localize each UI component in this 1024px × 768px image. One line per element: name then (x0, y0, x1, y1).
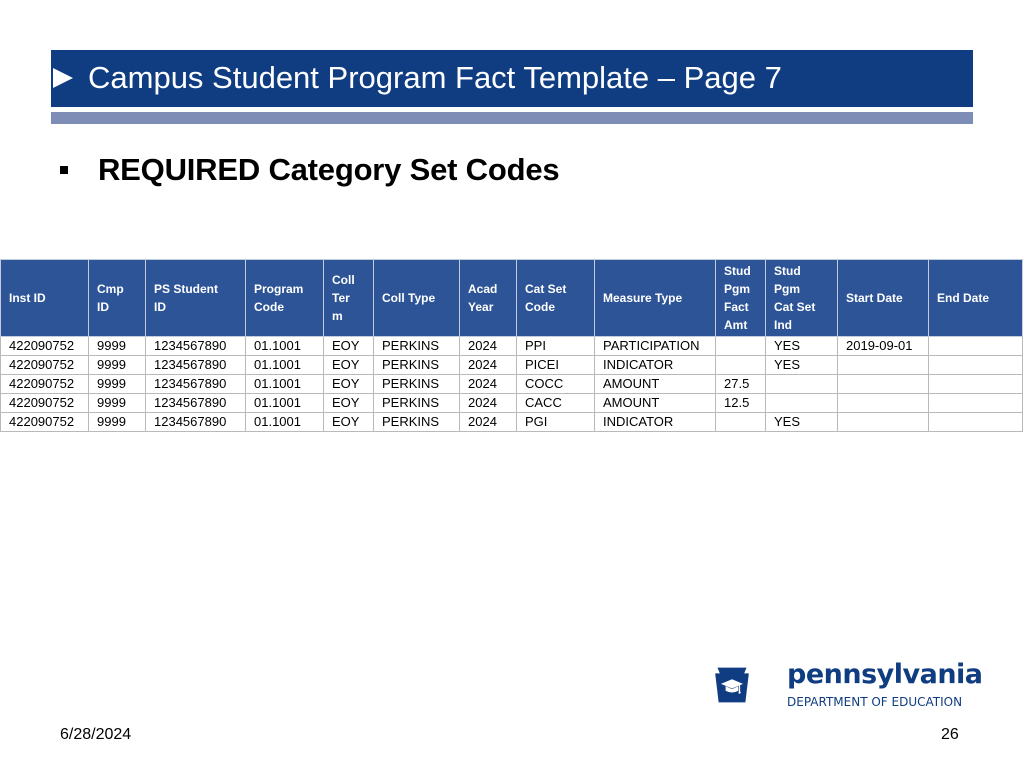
table-cell: PERKINS (374, 375, 460, 394)
table-cell: 01.1001 (246, 356, 324, 375)
category-set-codes-table (0, 259, 1023, 432)
table-cell (838, 394, 929, 413)
table-header-row (1, 260, 1023, 337)
table-cell: 9999 (89, 394, 146, 413)
table-cell: EOY (324, 394, 374, 413)
column-header: Start Date (838, 260, 929, 337)
column-header: Coll Ter m (324, 260, 374, 337)
table-cell: YES (766, 337, 838, 356)
page-number: 26 (941, 726, 959, 743)
table-cell: 2024 (460, 337, 517, 356)
table-cell (716, 337, 766, 356)
table-cell: PERKINS (374, 394, 460, 413)
column-header: Inst ID (1, 260, 89, 337)
column-header: Measure Type (595, 260, 716, 337)
table-cell (929, 413, 1023, 432)
table-cell: 1234567890 (146, 337, 246, 356)
logo-name: pennsylvania (787, 659, 983, 690)
table-cell (838, 413, 929, 432)
table-cell: PERKINS (374, 413, 460, 432)
table-cell: 2024 (460, 356, 517, 375)
table-cell: 01.1001 (246, 394, 324, 413)
table-cell: 1234567890 (146, 413, 246, 432)
column-header: Program Code (246, 260, 324, 337)
table-cell (766, 375, 838, 394)
title-bar (51, 50, 973, 107)
table-cell: PERKINS (374, 356, 460, 375)
table-cell: 01.1001 (246, 375, 324, 394)
footer-date: 6/28/2024 (60, 726, 132, 743)
table-cell: 27.5 (716, 375, 766, 394)
table-cell: 1234567890 (146, 394, 246, 413)
logo-department: DEPARTMENT OF EDUCATION (787, 695, 963, 709)
table-cell: COCC (517, 375, 595, 394)
table-cell: 1234567890 (146, 375, 246, 394)
arrow-bullet-icon (53, 68, 73, 88)
bullet-item (60, 150, 559, 190)
table-cell: 01.1001 (246, 413, 324, 432)
bullet-text: REQUIRED Category Set Codes (98, 152, 560, 187)
table-cell: 422090752 (1, 337, 89, 356)
table-cell: 422090752 (1, 356, 89, 375)
pennsylvania-education-logo (714, 653, 983, 721)
table-cell: 12.5 (716, 394, 766, 413)
table-cell (929, 356, 1023, 375)
table-cell: PERKINS (374, 337, 460, 356)
table-cell: 422090752 (1, 375, 89, 394)
table-cell: YES (766, 356, 838, 375)
table-cell (716, 356, 766, 375)
table-cell: 9999 (89, 356, 146, 375)
table-cell: CACC (517, 394, 595, 413)
title-accent-bar (51, 112, 973, 124)
table-cell (929, 375, 1023, 394)
table-cell: 9999 (89, 375, 146, 394)
table-cell: PARTICIPATION (595, 337, 716, 356)
table-cell: EOY (324, 413, 374, 432)
table-cell: 2019-09-01 (838, 337, 929, 356)
table-row (1, 413, 1023, 432)
table-cell (716, 413, 766, 432)
table-cell: INDICATOR (595, 413, 716, 432)
table-cell (766, 394, 838, 413)
table-cell (838, 356, 929, 375)
table-cell: PGI (517, 413, 595, 432)
table-cell (929, 394, 1023, 413)
table-cell: PPI (517, 337, 595, 356)
table-row (1, 337, 1023, 356)
keystone-graduation-cap-icon (714, 653, 750, 717)
table-cell: 01.1001 (246, 337, 324, 356)
column-header: PS Student ID (146, 260, 246, 337)
table-cell: EOY (324, 375, 374, 394)
column-header: Acad Year (460, 260, 517, 337)
table-cell: AMOUNT (595, 394, 716, 413)
table-cell: PICEI (517, 356, 595, 375)
table-cell: 2024 (460, 375, 517, 394)
column-header: Stud Pgm Cat Set Ind (766, 260, 838, 337)
table-row (1, 375, 1023, 394)
column-header: Cmp ID (89, 260, 146, 337)
table-cell: 9999 (89, 413, 146, 432)
column-header: End Date (929, 260, 1023, 337)
table-cell: 9999 (89, 337, 146, 356)
table-cell (838, 375, 929, 394)
table-cell (929, 337, 1023, 356)
table-cell: EOY (324, 337, 374, 356)
table-cell: 422090752 (1, 413, 89, 432)
slide-title: Campus Student Program Fact Template – Page 7 (88, 60, 782, 95)
table-row (1, 356, 1023, 375)
column-header: Coll Type (374, 260, 460, 337)
table-cell: 2024 (460, 394, 517, 413)
table-cell: EOY (324, 356, 374, 375)
table-cell: AMOUNT (595, 375, 716, 394)
table-cell: 1234567890 (146, 356, 246, 375)
table-cell: 2024 (460, 413, 517, 432)
column-header: Stud Pgm Fact Amt (716, 260, 766, 337)
table-cell: INDICATOR (595, 356, 716, 375)
square-bullet-icon (60, 166, 68, 174)
table-cell: 422090752 (1, 394, 89, 413)
table-cell: YES (766, 413, 838, 432)
table-row (1, 394, 1023, 413)
column-header: Cat Set Code (517, 260, 595, 337)
